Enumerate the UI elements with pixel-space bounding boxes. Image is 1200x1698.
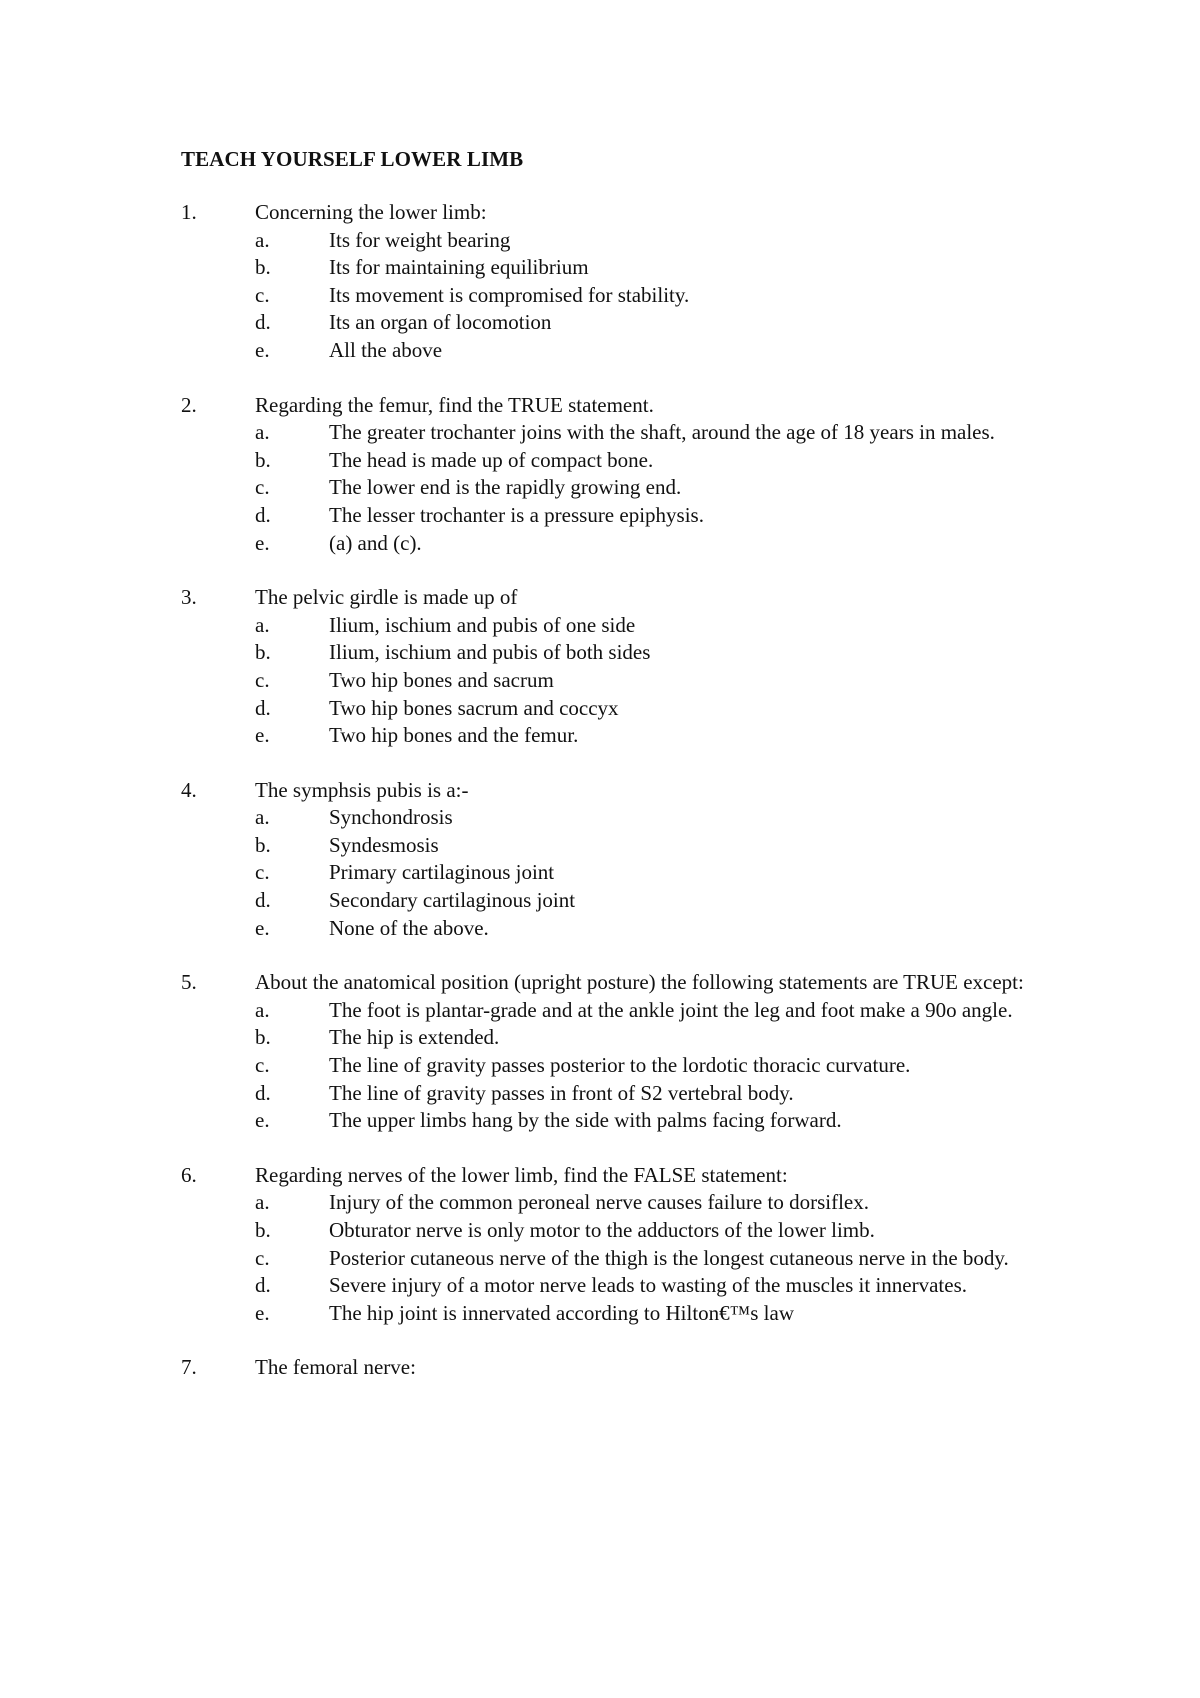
option-letter: d. bbox=[255, 888, 271, 913]
answer-option bbox=[181, 1080, 1041, 1108]
answer-option bbox=[181, 337, 1041, 365]
option-text: The greater trochanter joins with the shaft, around the age of 18 years in males. bbox=[329, 420, 995, 445]
option-letter: a. bbox=[255, 612, 270, 637]
option-letter: d. bbox=[255, 1080, 271, 1105]
answer-option bbox=[181, 1024, 1041, 1052]
question-item bbox=[181, 1354, 1041, 1382]
question-number: 4. bbox=[181, 777, 197, 802]
question-item bbox=[181, 584, 1041, 750]
option-letter: c. bbox=[255, 860, 270, 885]
option-letter: a. bbox=[255, 997, 270, 1022]
question-stem bbox=[181, 199, 1041, 227]
answer-option bbox=[181, 804, 1041, 832]
option-text: None of the above. bbox=[329, 915, 489, 940]
option-text: Its movement is compromised for stability. bbox=[329, 282, 690, 307]
option-letter: a. bbox=[255, 420, 270, 445]
option-letter: e. bbox=[255, 1300, 270, 1325]
question-text: The femoral nerve: bbox=[255, 1355, 416, 1380]
option-letter: b. bbox=[255, 255, 271, 280]
answer-option bbox=[181, 447, 1041, 475]
answer-option bbox=[181, 832, 1041, 860]
option-text: All the above bbox=[329, 337, 443, 362]
option-text: Ilium, ischium and pubis of one side bbox=[329, 612, 636, 637]
option-text: Two hip bones and sacrum bbox=[329, 667, 554, 692]
answer-option bbox=[181, 419, 1041, 447]
question-number: 7. bbox=[181, 1355, 197, 1380]
answer-option bbox=[181, 1300, 1041, 1328]
option-letter: b. bbox=[255, 447, 271, 472]
answer-option bbox=[181, 309, 1041, 337]
option-text: Secondary cartilaginous joint bbox=[329, 888, 576, 913]
option-text: Two hip bones and the femur. bbox=[329, 723, 579, 748]
option-text: Two hip bones sacrum and coccyx bbox=[329, 695, 619, 720]
option-text: The line of gravity passes in front of S2 vertebral body. bbox=[329, 1080, 794, 1105]
option-letter: c. bbox=[255, 1053, 270, 1078]
option-letter: a. bbox=[255, 805, 270, 830]
option-text: Obturator nerve is only motor to the adductors of the lower limb. bbox=[329, 1218, 875, 1242]
answer-option bbox=[181, 997, 1041, 1025]
option-text: Synchondrosis bbox=[329, 805, 453, 830]
question-number: 2. bbox=[181, 392, 197, 417]
answer-option bbox=[181, 722, 1041, 750]
option-text: The lesser trochanter is a pressure epiphysis. bbox=[329, 502, 704, 527]
question-item bbox=[181, 199, 1041, 365]
answer-option bbox=[181, 474, 1041, 502]
question-number: 3. bbox=[181, 585, 197, 610]
question-stem bbox=[181, 392, 1041, 420]
answer-option bbox=[181, 227, 1041, 255]
question-item bbox=[181, 969, 1041, 1135]
option-text: Ilium, ischium and pubis of both sides bbox=[329, 640, 651, 665]
option-letter: d. bbox=[255, 1273, 271, 1298]
question-stem bbox=[181, 969, 1041, 997]
question-number: 1. bbox=[181, 200, 197, 224]
answer-option bbox=[181, 1217, 1041, 1245]
answer-option bbox=[181, 639, 1041, 667]
question-text: Regarding nerves of the lower limb, find the FALSE statement: bbox=[255, 1162, 788, 1187]
answer-option bbox=[181, 1245, 1041, 1273]
option-letter: e. bbox=[255, 1108, 270, 1133]
option-letter: b. bbox=[255, 640, 271, 665]
option-letter: b. bbox=[255, 1218, 271, 1242]
answer-option bbox=[181, 530, 1041, 558]
question-list bbox=[181, 199, 1041, 1382]
option-letter: d. bbox=[255, 310, 271, 335]
option-text: The line of gravity passes posterior to the lordotic thoracic curvature. bbox=[329, 1053, 911, 1078]
document-page bbox=[181, 145, 1041, 1409]
option-text: The head is made up of compact bone. bbox=[329, 447, 654, 472]
answer-option bbox=[181, 254, 1041, 282]
option-letter: c. bbox=[255, 1245, 270, 1270]
answer-option bbox=[181, 1052, 1041, 1080]
option-text: The foot is plantar-grade and at the ankle joint the leg and foot make a 90o angle. bbox=[329, 997, 1013, 1022]
option-letter: c. bbox=[255, 282, 270, 307]
option-text: Its for weight bearing bbox=[329, 227, 511, 252]
question-text: Regarding the femur, find the TRUE statement. bbox=[255, 392, 654, 417]
question-stem bbox=[181, 1354, 1041, 1382]
answer-option bbox=[181, 859, 1041, 887]
question-stem bbox=[181, 584, 1041, 612]
option-letter: d. bbox=[255, 502, 271, 527]
answer-option bbox=[181, 1272, 1041, 1300]
option-letter: a. bbox=[255, 1190, 270, 1215]
option-text: Syndesmosis bbox=[329, 832, 439, 857]
option-letter: e. bbox=[255, 337, 270, 362]
option-letter: b. bbox=[255, 1025, 271, 1050]
option-text: Posterior cutaneous nerve of the thigh is the longest cutaneous nerve in the body. bbox=[329, 1245, 1009, 1270]
question-stem bbox=[181, 1162, 1041, 1190]
answer-option bbox=[181, 915, 1041, 943]
answer-option bbox=[181, 667, 1041, 695]
option-text: Its for maintaining equilibrium bbox=[329, 255, 589, 280]
answer-option bbox=[181, 1189, 1041, 1217]
option-letter: e. bbox=[255, 723, 270, 748]
answer-option bbox=[181, 282, 1041, 310]
option-letter: e. bbox=[255, 530, 270, 555]
question-text: Concerning the lower limb: bbox=[255, 200, 487, 224]
option-text: The upper limbs hang by the side with palms facing forward. bbox=[329, 1108, 842, 1133]
option-letter: e. bbox=[255, 915, 270, 940]
question-item bbox=[181, 392, 1041, 558]
question-item bbox=[181, 1162, 1041, 1328]
option-text: (a) and (c). bbox=[329, 530, 422, 555]
document-title: TEACH YOURSELF LOWER LIMB bbox=[181, 147, 524, 171]
answer-option bbox=[181, 887, 1041, 915]
question-text: About the anatomical position (upright posture) the following statements are TRUE except: bbox=[255, 970, 1024, 995]
question-text: The symphsis pubis is a:- bbox=[255, 777, 469, 802]
question-item bbox=[181, 777, 1041, 943]
question-text: The pelvic girdle is made up of bbox=[255, 585, 518, 610]
option-letter: c. bbox=[255, 667, 270, 692]
option-text: The lower end is the rapidly growing end. bbox=[329, 475, 682, 500]
option-text: Injury of the common peroneal nerve causes failure to dorsiflex. bbox=[329, 1190, 869, 1215]
question-stem bbox=[181, 777, 1041, 805]
option-letter: a. bbox=[255, 227, 270, 252]
option-text: The hip joint is innervated according to Hilton€™s law bbox=[329, 1300, 794, 1325]
option-text: Primary cartilaginous joint bbox=[329, 860, 555, 885]
question-number: 6. bbox=[181, 1162, 197, 1187]
option-letter: c. bbox=[255, 475, 270, 500]
question-number: 5. bbox=[181, 970, 197, 995]
answer-option bbox=[181, 695, 1041, 723]
answer-option bbox=[181, 502, 1041, 530]
option-letter: d. bbox=[255, 695, 271, 720]
option-text: The hip is extended. bbox=[329, 1025, 500, 1050]
answer-option bbox=[181, 1107, 1041, 1135]
answer-option bbox=[181, 612, 1041, 640]
option-letter: b. bbox=[255, 832, 271, 857]
option-text: Severe injury of a motor nerve leads to wasting of the muscles it innervates. bbox=[329, 1273, 967, 1298]
option-text: Its an organ of locomotion bbox=[329, 310, 552, 335]
